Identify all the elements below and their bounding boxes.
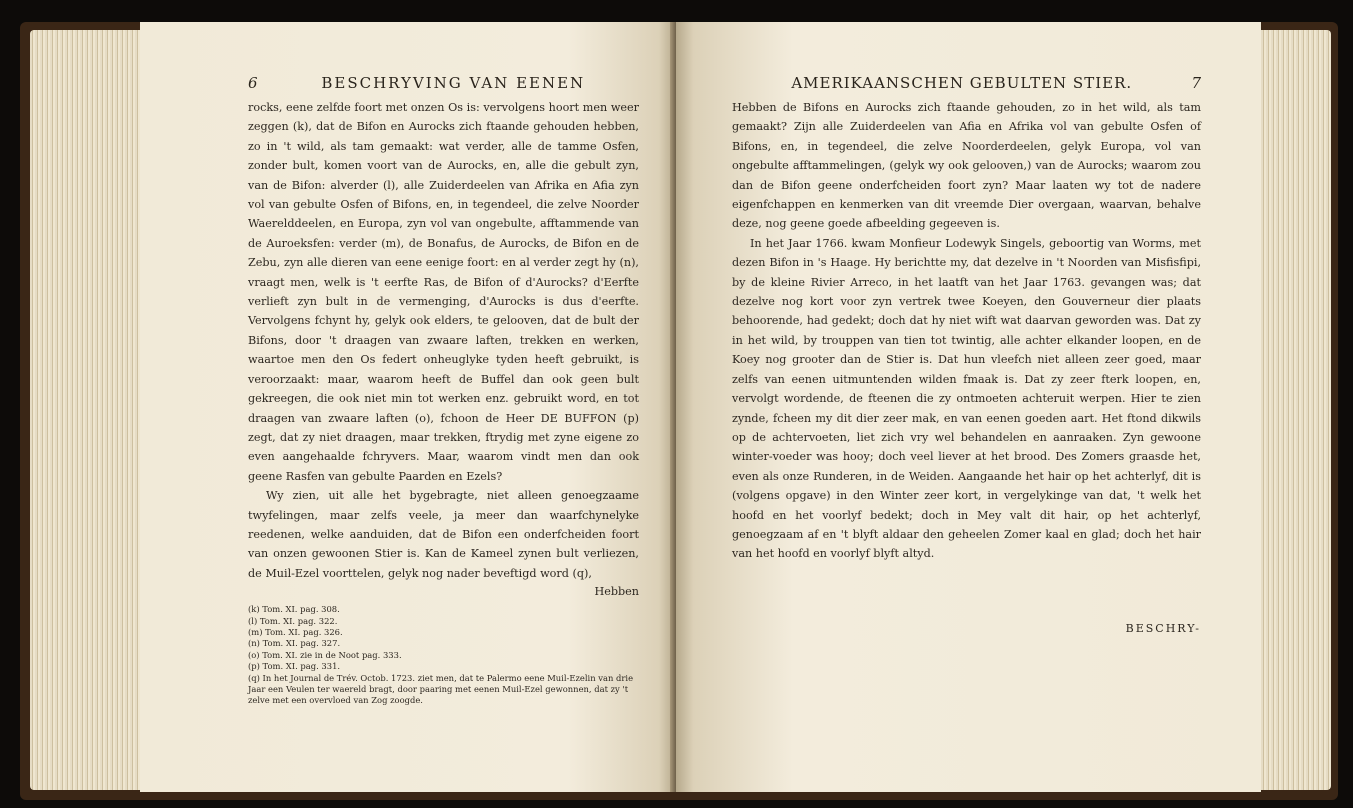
right-page bbox=[676, 22, 1261, 792]
left-page bbox=[140, 22, 675, 792]
left-body-text bbox=[248, 98, 639, 583]
left-running-head: BESCHRYVING VAN EENEN bbox=[321, 74, 586, 92]
right-page-number: 7 bbox=[1191, 74, 1201, 92]
right-header bbox=[732, 74, 1201, 92]
left-footnotes bbox=[248, 604, 639, 707]
left-catchword: Hebben bbox=[594, 585, 639, 599]
footnote: (q) In het Journal de Trév. Octob. 1723. ziet men, dat te Palermo eene Muil-Ezelin van drie Jaar een Veulen ter waereld bragt, door paaring met eenen Muil-Ezel gewonnen, dat zy 't zelve met een overvloed van Zog zoogde. bbox=[248, 672, 634, 706]
right-body-text bbox=[732, 98, 1201, 564]
footnote: (p) Tom. XI. pag. 331. bbox=[248, 661, 341, 672]
right-paragraph: In het Jaar 1766. kwam Monfieur Lodewyk Singels, geboortig van Worms, met dezen Bifon in 's Haage. Hy berichtte my, dat dezelve in 't Noorden van Misfisfipi, by de kleine Rivier Arreco, in het laatft van het Jaar 1763. gevangen was; dat dezelve nog kort voor zyn vertrek twee Koeyen, den Gouverneur dier plaats behoorende, had gedekt; doch dat hy niet wift wat daarvan geworden was. Dat zy in het wild, by trouppen van tien tot twintig, alle achter elkander loopen, en de Koey nog grooter dan de Stier is. Dat hun vleefch niet alleen zeer goed, maar zelfs van eenen uitmuntenden wilden fmaak is. Dat zy zeer fterk loopen, en, vervolgt wordende, de fteenen die zy ontmoeten achteruit werpen. Hier te zien zynde, fcheen my dit dier zeer mak, en van eenen goeden aart. Het ftond dikwils op de achtervoeten, liet zich vry wel behandelen en aanraaken. Zyn gewoone winter-voeder was hooy; doch veel liever at het brood. Des Zomers graasde het, even als onze Runderen, in de Weiden. Aangaande het hair op het achterlyf, dit is (volgens opgave) in den Winter zeer kort, in vergelykinge van dat, 't welk het hoofd en het voorlyf bedekt; doch in Mey valt dit hair, op het achterlyf, genoegzaam af en 't blyft aldaar den geheelen Zomer kaal en glad; doch het hair van het hoofd en voorlyf blyft altyd. bbox=[732, 236, 1201, 561]
footnote: (m) Tom. XI. pag. 326. bbox=[248, 626, 343, 637]
left-paragraph: rocks, eene zelfde foort met onzen Os is: vervolgens hoort men weer zeggen (k), dat de Bifon en Aurocks zich ftaande gehouden hebben, zo in 't wild, als tam gemaakt: wat verder, alle de tamme Osfen, zonder bult, komen voort van de Aurocks, en, alle die gebult zyn, van de Bifon: alverder (l), alle Zuiderdeelen van Afrika en Afia zyn vol van gebulte Osfen of Bifons, en, in tegendeel, die zelve Noorder Waerelddeelen, en Europa, zyn vol van ongebulte, afftammende van de Auroeksfen: verder (m), de Bonafus, de Aurocks, de Bifon en de Zebu, zyn alle dieren van eene eenige foort: en al verder zegt hy (n), vraagt men, welk is 't eerfte Ras, de Bifon of d'Aurocks? d'Eerfte verlieft zyn bult in de vermenging, d'Aurocks is dus d'eerfte. Vervolgens fchynt hy, gelyk ook elders, te gelooven, dat de bult der Bifons, door 't draagen van zwaare laften, trekken en werken, waartoe men den Os federt onheuglyke tyden heeft gebruikt, is veroorzaakt: maar, waarom heeft de Buffel dan ook geen bult gekreegen, die ook niet min tot werken enz. gebruikt word, en tot draagen van zwaare laften (o), fchoon de Heer DE BUFFON (p) zegt, dat zy niet draagen, maar trekken, ftrydig met zyne eigene zo even aangehaalde fchryvers. Maar, waarom vindt men dan ook geene Rasfen van gebulte Paarden en Ezels? bbox=[248, 101, 639, 483]
right-paragraph: Hebben de Bifons en Aurocks zich ftaande gehouden, zo in het wild, als tam gemaakt? Zijn alle Zuiderdeelen van Afia en Afrika vol van gebulte Osfen of Bifons, en, in tegendeel, die zelve Noorderdeelen, gelyk Europa, vol van ongebulte afftammelingen, (gelyk wy ook gelooven,) van de Aurocks; waarom zou dan de Bifon geene onderfcheiden foort zyn? Maar laaten wy tot de nadere eigenfchappen en kenmerken van dit vreemde Dier overgaan, waarvan, behalve deze, nog geene goede afbeelding gegeeven is. bbox=[732, 101, 1201, 231]
left-header bbox=[248, 74, 639, 92]
left-paragraph: Wy zien, uit alle het bygebragte, niet alleen genoegzaame twyfelingen, maar zelfs veele, ja meer dan waarfchynelyke reedenen, welke aanduiden, dat de Bifon een onderfcheiden foort van onzen gewoonen Stier is. Kan de Kameel zynen bult verliezen, de Muil-Ezel voorttelen, gelyk nog nader beveftigd word (q), bbox=[248, 489, 639, 580]
footnote: (k) Tom. XI. pag. 308. bbox=[248, 604, 340, 615]
right-catchword: BESCHRY- bbox=[1125, 621, 1201, 635]
page-edges-left bbox=[30, 30, 150, 790]
right-running-head: AMERIKAANSCHEN GEBULTEN STIER. bbox=[791, 74, 1133, 92]
footnote: (n) Tom. XI. pag. 327. bbox=[248, 638, 341, 649]
footnote: (l) Tom. XI. pag. 322. bbox=[248, 615, 338, 626]
footnote: (o) Tom. XI. zie in de Noot pag. 333. bbox=[248, 649, 402, 660]
left-page-number: 6 bbox=[248, 74, 258, 92]
